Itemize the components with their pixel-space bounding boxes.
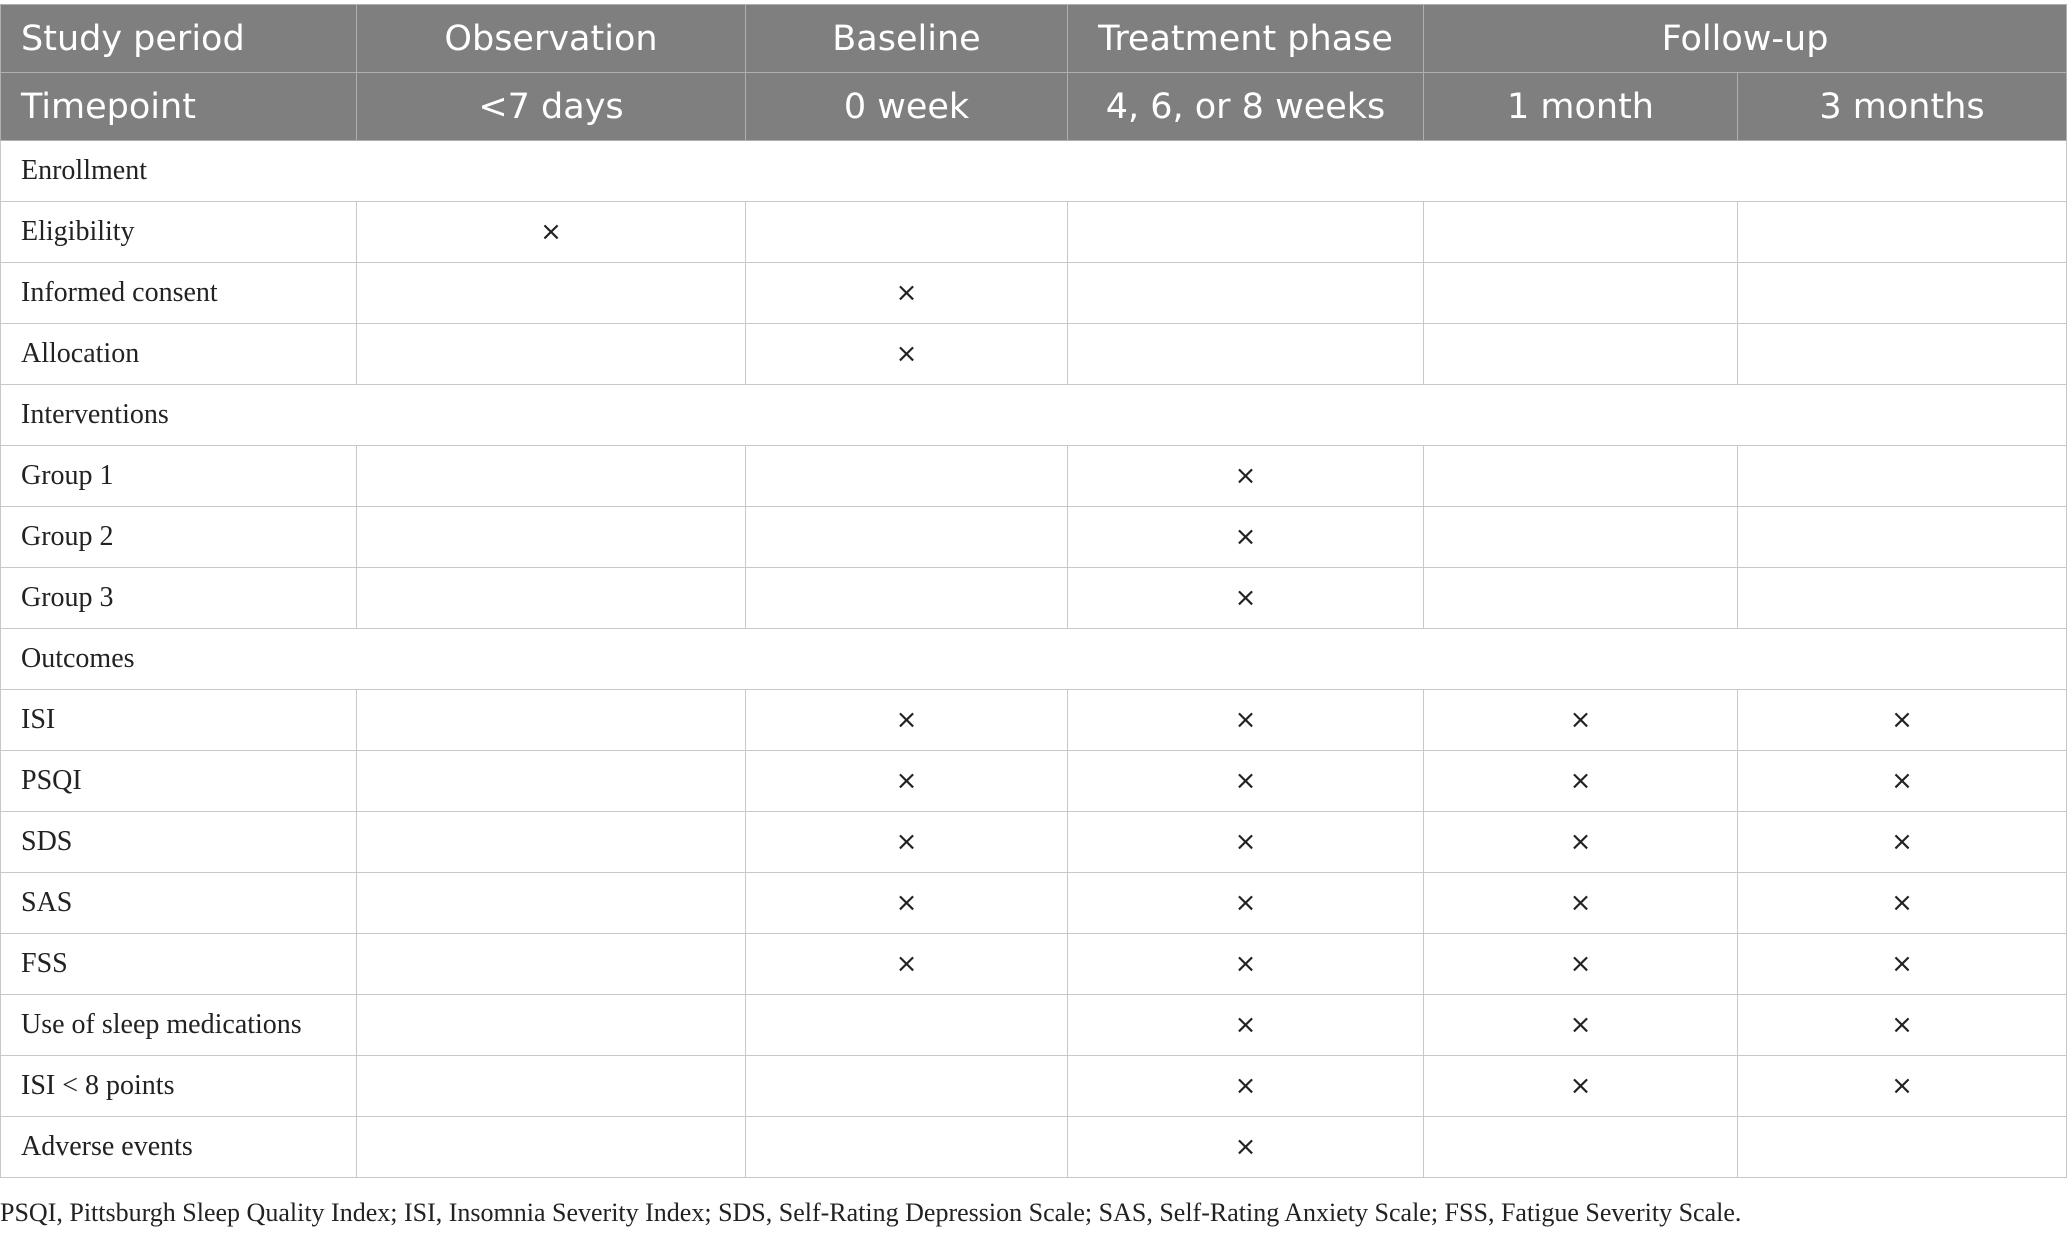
schedule-mark: × [1424, 995, 1738, 1056]
schedule-mark: × [746, 751, 1068, 812]
empty-cell [1424, 202, 1738, 263]
empty-cell [1424, 324, 1738, 385]
header-follow-up-3-months: 3 months [1738, 73, 2067, 141]
header-observation: Observation [357, 5, 746, 73]
empty-cell [357, 873, 746, 934]
schedule-mark: × [1738, 751, 2067, 812]
schedule-mark: × [1738, 934, 2067, 995]
row-label: ISI < 8 points [1, 1056, 357, 1117]
empty-cell [746, 995, 1068, 1056]
table-row [1, 446, 2067, 507]
schedule-mark: × [1424, 1056, 1738, 1117]
empty-cell [746, 202, 1068, 263]
empty-cell [1068, 202, 1424, 263]
empty-cell [357, 995, 746, 1056]
empty-cell [1424, 568, 1738, 629]
schedule-mark: × [1424, 934, 1738, 995]
section-row [1, 141, 2067, 202]
header-treatment-phase: Treatment phase [1068, 5, 1424, 73]
empty-cell [746, 1056, 1068, 1117]
empty-cell [1424, 1117, 1738, 1178]
section-label: Enrollment [1, 141, 2067, 202]
schedule-mark: × [1068, 995, 1424, 1056]
schedule-mark: × [1738, 812, 2067, 873]
table-row [1, 934, 2067, 995]
table-row [1, 690, 2067, 751]
table-footnote: PSQI, Pittsburgh Sleep Quality Index; ISI, Insomnia Severity Index; SDS, Self-Rating Depression Scale; SAS, Self-Rating Anxiety Scale; FSS, Fatigue Severity Scale. [0, 1198, 1742, 1227]
empty-cell [357, 263, 746, 324]
empty-cell [357, 324, 746, 385]
header-timepoint: Timepoint [1, 73, 357, 141]
schedule-mark: × [746, 263, 1068, 324]
schedule-mark: × [357, 202, 746, 263]
row-label: Group 1 [1, 446, 357, 507]
schedule-mark: × [1738, 873, 2067, 934]
table-row [1, 873, 2067, 934]
row-label: FSS [1, 934, 357, 995]
empty-cell [357, 812, 746, 873]
empty-cell [1738, 507, 2067, 568]
empty-cell [1424, 263, 1738, 324]
table-row [1, 507, 2067, 568]
schedule-mark: × [1068, 1056, 1424, 1117]
schedule-mark: × [1068, 751, 1424, 812]
schedule-mark: × [1424, 873, 1738, 934]
schedule-mark: × [1068, 507, 1424, 568]
table-row [1, 995, 2067, 1056]
empty-cell [1068, 324, 1424, 385]
empty-cell [1424, 446, 1738, 507]
header-row-study-period [1, 5, 2067, 73]
section-label: Interventions [1, 385, 2067, 446]
schedule-mark: × [1424, 751, 1738, 812]
table-row [1, 568, 2067, 629]
schedule-mark: × [1068, 812, 1424, 873]
header-follow-up: Follow-up [1424, 5, 2067, 73]
row-label: Group 2 [1, 507, 357, 568]
empty-cell [357, 507, 746, 568]
empty-cell [1738, 1117, 2067, 1178]
schedule-mark: × [1738, 995, 2067, 1056]
empty-cell [1738, 202, 2067, 263]
empty-cell [357, 690, 746, 751]
table-row [1, 202, 2067, 263]
empty-cell [1738, 263, 2067, 324]
header-baseline: Baseline [746, 5, 1068, 73]
row-label: Informed consent [1, 263, 357, 324]
header-observation-time: <7 days [357, 73, 746, 141]
schedule-mark: × [1068, 1117, 1424, 1178]
schedule-mark: × [1738, 1056, 2067, 1117]
empty-cell [357, 934, 746, 995]
empty-cell [746, 568, 1068, 629]
section-label: Outcomes [1, 629, 2067, 690]
empty-cell [1424, 507, 1738, 568]
study-schedule-table [0, 4, 2067, 1178]
table-row [1, 1056, 2067, 1117]
empty-cell [357, 1117, 746, 1178]
schedule-mark: × [1068, 446, 1424, 507]
header-row-timepoint [1, 73, 2067, 141]
empty-cell [357, 751, 746, 812]
schedule-mark: × [746, 873, 1068, 934]
header-baseline-time: 0 week [746, 73, 1068, 141]
header-follow-up-1-month: 1 month [1424, 73, 1738, 141]
header-treatment-time: 4, 6, or 8 weeks [1068, 73, 1424, 141]
empty-cell [357, 446, 746, 507]
table-row [1, 1117, 2067, 1178]
empty-cell [746, 507, 1068, 568]
table-row [1, 263, 2067, 324]
schedule-mark: × [1068, 568, 1424, 629]
empty-cell [1738, 324, 2067, 385]
schedule-mark: × [1424, 812, 1738, 873]
empty-cell [1738, 446, 2067, 507]
row-label: Group 3 [1, 568, 357, 629]
empty-cell [357, 568, 746, 629]
schedule-mark: × [746, 934, 1068, 995]
empty-cell [357, 1056, 746, 1117]
row-label: Allocation [1, 324, 357, 385]
table-row [1, 324, 2067, 385]
section-row [1, 629, 2067, 690]
schedule-mark: × [1068, 690, 1424, 751]
row-label: ISI [1, 690, 357, 751]
empty-cell [1068, 263, 1424, 324]
schedule-mark: × [1068, 934, 1424, 995]
schedule-mark: × [746, 690, 1068, 751]
row-label: PSQI [1, 751, 357, 812]
row-label: SAS [1, 873, 357, 934]
empty-cell [746, 1117, 1068, 1178]
schedule-mark: × [1424, 690, 1738, 751]
table-header [1, 5, 2067, 141]
section-row [1, 385, 2067, 446]
empty-cell [746, 446, 1068, 507]
row-label: SDS [1, 812, 357, 873]
header-study-period: Study period [1, 5, 357, 73]
row-label: Adverse events [1, 1117, 357, 1178]
table-row [1, 751, 2067, 812]
schedule-mark: × [1738, 690, 2067, 751]
row-label: Use of sleep medications [1, 995, 357, 1056]
empty-cell [1738, 568, 2067, 629]
row-label: Eligibility [1, 202, 357, 263]
schedule-mark: × [746, 812, 1068, 873]
table-body [1, 141, 2067, 1178]
schedule-mark: × [746, 324, 1068, 385]
table-row [1, 812, 2067, 873]
schedule-mark: × [1068, 873, 1424, 934]
